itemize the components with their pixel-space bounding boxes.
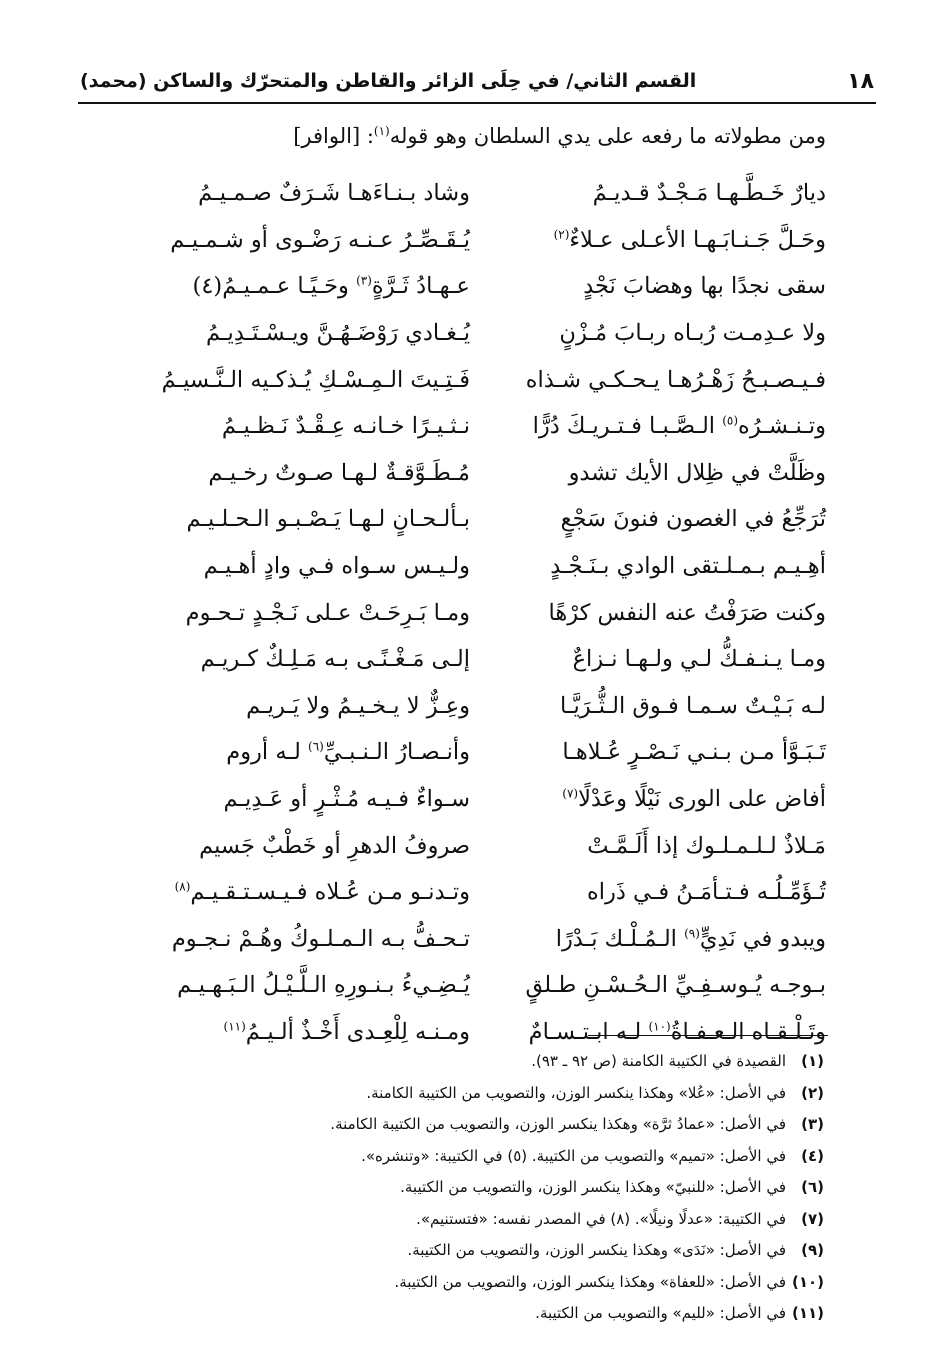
footnote-marker: (٦) [308,739,324,754]
hemistich-text: أفاض على الورى نَيْلًا وعَدْلًا [578,786,826,813]
hemistich-text: وكنت صَرَفْتُ عنه النفس كرْهًا [548,599,826,626]
footnote-number: (١١) [791,1304,824,1322]
hemistich-text: وتـدنـو مـن عُـلاه فـيـسـتـقـيـم [190,879,470,906]
hemistich-text: ومـا يـنـفـكُّ لـي ولـهـا نـزاعٌ [572,646,826,673]
second-hemistich [140,693,470,719]
second-hemistich [140,273,470,299]
footnote [100,1267,824,1299]
hemistich-text: أهِـيـم بـمـلـتقى الوادي بـنَـجْـدٍ [550,553,826,580]
hemistich-tail: الـصَّـبـا فـتـريـكَ دُرًّا [532,413,723,440]
hemistich-text: تـحـفُّ بـه الـمـلـوكُ وهُـمْ نـجـوم [171,925,470,952]
header-rule [78,102,876,104]
footnote [100,1109,824,1141]
footnote-marker: (١٠) [648,1019,671,1034]
hemistich-tail: لـه أروم [226,739,308,766]
first-hemistich [496,227,826,253]
footnote [100,1046,824,1078]
verse-row [140,170,826,217]
footnote-marker: (٨) [174,879,191,894]
second-hemistich [140,926,470,952]
second-hemistich [140,460,470,486]
verse-row [140,543,826,590]
first-hemistich [496,506,826,532]
second-hemistich [140,833,470,859]
page-header [80,62,874,100]
footnote-number: (٦) [801,1178,824,1196]
verse-row [140,450,826,497]
footnote-number: (٧) [801,1209,824,1228]
second-hemistich [140,600,470,626]
first-hemistich [496,879,826,905]
intro-line [120,124,826,148]
footnote-text: في الأصل: «عمادُ ثرَّة» وهكذا ينكسر الوزن، والتصويب من الكتيبة الكامنة. [330,1115,786,1133]
footnote-number: (١) [801,1052,824,1070]
first-hemistich [496,460,826,486]
hemistich-text: يُـغـادي رَوْضَـهُـنَّ ويـسْـتَـدِيـمُ [205,320,470,347]
footnote-text: في الكتيبة: «عدلًا ونيلًا». (٨) في المصدر نفسه: «فتستنيم». [416,1209,786,1228]
hemistich-text: وحَـلَّ جَـنـابَـهـا الأعـلى عـلاءٌ [569,226,826,253]
verse-row [140,822,826,869]
second-hemistich [140,972,470,998]
verse-row [140,729,826,776]
hemistich-text: ومـنـه لِلْعِـدى أَخْـذٌ ألـيـمُ [245,1018,470,1045]
hemistich-text: ولا عـدِمـت رُبـاه ربـابَ مُـزْنٍ [559,320,826,347]
hemistich-text: إلـى مَـغْـنًـى بـه مَـلِـكٌ كـريـم [200,646,470,673]
hemistich-text: يُـضِـيءُ بـنـورِهِ الـلَّـيْـلُ الـبَـهـيـم [177,972,470,999]
first-hemistich [496,972,826,998]
verse-row [140,589,826,636]
footnote-marker: (١١) [223,1019,246,1034]
hemistich-text: وتَـلْـقـاه الـعـفـاةُ [670,1018,826,1045]
footnote-number: (٢) [801,1083,824,1102]
verse-row [140,310,826,357]
hemistich-text: وأنـصـارُ الـنـبـيِّ [323,739,470,766]
hemistich-text: وعِـزٌّ لا يـخـيـمُ ولا يَـريـم [246,692,470,719]
footnote-number: (٤) [801,1146,824,1165]
hemistich-text: ويبدو في نَدِيٍّ [699,925,826,952]
footnote-marker: (٩) [684,926,700,941]
footnote-text: في الأصل: «للعفاة» وهكذا ينكسر الوزن، والتصويب من الكتيبة. [394,1272,786,1291]
second-hemistich [140,646,470,672]
verse-row [140,776,826,823]
footnote-text: في الأصل: «تميم» والتصويب من الكتيبة. (٥) في الكتيبة: «وتنشره». [361,1146,786,1165]
second-hemistich [140,320,470,346]
second-hemistich [140,413,470,439]
footnote [100,1204,824,1236]
footnote-number: (٩) [801,1241,824,1259]
hemistich-text: تُـؤَمِّـلُـه فـتـأمَـنُ فـي ذَراه [586,879,826,906]
hemistich-text: وتـنـشـرُه [738,413,826,440]
footnote-text: القصيدة في الكتيبة الكامنة (ص ٩٢ ـ ٩٣). [531,1052,786,1070]
verse-row [140,636,826,683]
first-hemistich [496,693,826,719]
verse-row [140,217,826,264]
footnote [100,1298,824,1330]
first-hemistich [496,926,826,952]
hemistich-tail: الـمُـلْـك بَـدْرًا [555,925,685,952]
second-hemistich [140,1019,470,1045]
first-hemistich [496,786,826,812]
footnote-marker: (٣) [356,273,372,288]
second-hemistich [140,180,470,206]
footnote-text: في الأصل: «لليم» والتصويب من الكتيبة. [535,1304,786,1322]
second-hemistich [140,786,470,812]
hemistich-text: عـهـادُ ثَـرَّةٍ [371,273,470,300]
first-hemistich [496,646,826,672]
intro-text: ومن مطولاته ما رفعه على يدي السلطان وهو قوله [389,124,826,148]
footnote-marker: (٢) [553,227,570,242]
verse-row [140,683,826,730]
verse-row [140,962,826,1009]
second-hemistich [140,879,470,905]
footnote-marker: (٥) [722,413,739,428]
second-hemistich [140,227,470,253]
first-hemistich [496,1019,826,1045]
footnote [100,1078,824,1110]
first-hemistich [496,739,826,765]
footnote [100,1141,824,1173]
hemistich-text: سـواءٌ فـيـه مُـثْـرٍ أو عَـدِيـم [223,786,470,813]
footnotes [100,1046,824,1330]
footnote-text: في الأصل: «للنبيّ» وهكذا ينكسر الوزن، والتصويب من الكتيبة. [400,1178,786,1196]
hemistich-text: لـه بَـيْـتٌ سـمـا فـوق الـثُّـرَيَّـا [560,692,826,719]
footnote [100,1172,824,1204]
intro-footnote-marker: (١) [373,124,390,138]
first-hemistich [496,833,826,859]
hemistich-text: تَـبَـوَّأ مـن بـنـي نَـصْـرٍ عُـلاهـا [562,739,826,766]
footnote-marker: (٧) [562,786,579,801]
footnote-number: (٣) [801,1115,824,1133]
second-hemistich [140,367,470,393]
hemistich-text: مَـلاذٌ لـلـمـلـوك إذا أَلَـمَّـتْ [587,832,826,859]
hemistich-text: تُرَجِّعُ في الغصون فنونَ سَجْعٍ [560,506,826,533]
hemistich-text: سقى نجدًا بها وهضابَ نَجْدٍ [583,273,826,300]
hemistich-text: فـيـصـبـحُ زَهْـرُهـا يـحـكـي شـذاه [525,366,826,393]
second-hemistich [140,506,470,532]
poem [140,170,826,1055]
first-hemistich [496,320,826,346]
second-hemistich [140,553,470,579]
footnote [100,1235,824,1267]
hemistich-text: ديارٌ خَـطَّـهـا مَـجْـدٌ قـديـمُ [592,180,826,207]
footnote-number: (١٠) [791,1272,824,1291]
verse-row [140,869,826,916]
verse-row [140,403,826,450]
hemistich-tail: وحَـيًـا عـمـيـمُ(٤) [192,273,357,300]
meter-label: : [الوافر] [293,124,374,148]
verse-row [140,496,826,543]
first-hemistich [496,600,826,626]
hemistich-text: بـألـحـانٍ لـهـا يَـصْـبـو الـحـلـيـم [186,506,470,533]
hemistich-text: يُـقَـصِّـرُ عـنـه رَضْـوى أو شـمـيـم [170,226,470,253]
first-hemistich [496,273,826,299]
footnote-text: في الأصل: «عُلا» وهكذا ينكسر الوزن، والتصويب من الكتيبة الكامنة. [366,1083,786,1102]
first-hemistich [496,553,826,579]
verse-row [140,916,826,963]
first-hemistich [496,367,826,393]
hemistich-text: ولـيـس سـواه فـي وادٍ أهـيـم [203,553,470,580]
hemistich-text: نـثـيـرًا خـانـه عِـقْـدٌ نَـظـيـمُ [221,413,470,440]
hemistich-text: وظَلَّتْ في ظِلال الأيك تشدو [568,459,826,486]
hemistich-text: وشاد بـنـاءَهـا شَـرَفٌ صـمـيـمُ [198,180,470,207]
running-title: القسم الثاني/ في حِلَى الزائر والقاطن والمتحرّك والساكن (محمد) [80,70,697,92]
page-number: ١٨ [847,68,874,94]
hemistich-text: فَـتِـيتَ الـمِـسْـكِ يُـذكـيه الـنَّـسيـمُ [161,366,470,393]
first-hemistich [496,180,826,206]
hemistich-text: ومـا بَـرِحَـتْ عـلى نَـجْـدٍ تـحـوم [185,599,470,626]
hemistich-tail: لـه ابـتـسـامٌ [528,1018,649,1045]
footnote-rule [588,1035,828,1036]
first-hemistich [496,413,826,439]
verse-row [140,356,826,403]
verse-row [140,263,826,310]
footnote-text: في الأصل: «نَدَى» وهكذا ينكسر الوزن، والتصويب من الكتيبة. [407,1241,786,1259]
hemistich-text: صروفُ الدهرِ أو خَطْبٌ جَسيم [199,832,470,859]
second-hemistich [140,739,470,765]
hemistich-text: مُـطَـوَّقـةٌ لـهـا صـوتٌ رخـيـم [208,459,470,486]
hemistich-text: بـوجـه يُـوسـفِـيِّ الـحُـسْـنِ طـلقٍ [525,972,826,999]
